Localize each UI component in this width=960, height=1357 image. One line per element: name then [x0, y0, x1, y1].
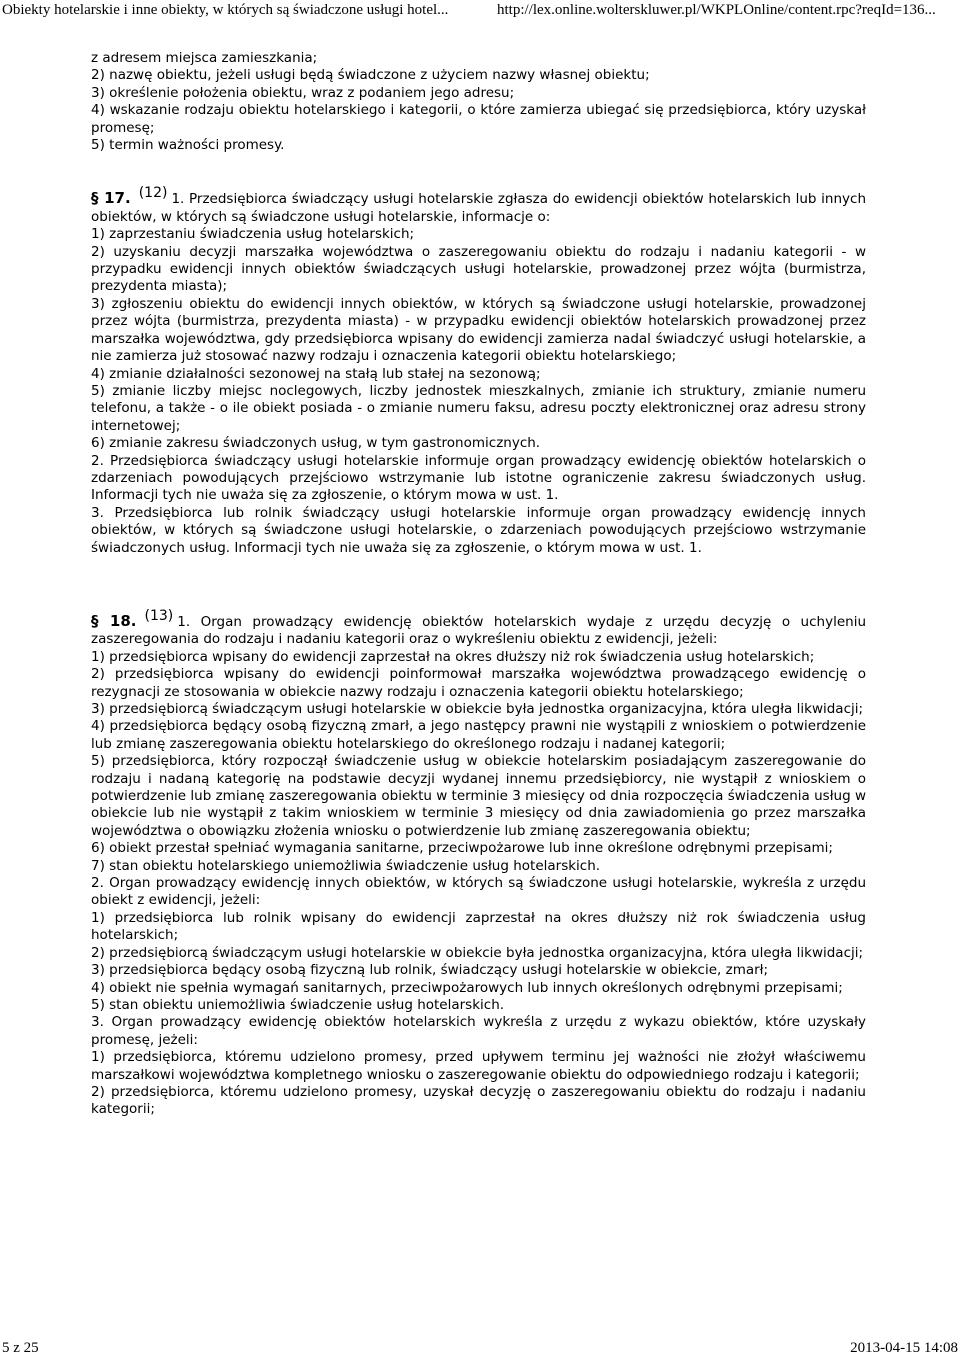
section-intro-text: 1. Przedsiębiorca świadczący usługi hotelarskie zgłasza do ewidencji obiektów hotelarskich lub innych obiektów, w których są świadczone usługi hotelarskie, informacje o: [91, 191, 867, 225]
list-item: 4) przedsiębiorca będący osobą fizyczną zmarł, a jego następcy prawni nie wystąpili z wnioskiem o potwierdzenie lub zmianę zaszeregowania obiektu hotelarskiego do określonego rodzaju i nadanej kategorii; [91, 718, 866, 752]
list-item: 1) przedsiębiorca lub rolnik wpisany do ewidencji zaprzestał na okres dłuższy niż rok świadczenia usług hotelarskich; [91, 909, 866, 944]
list-item: 5) termin ważności promesy. [91, 137, 285, 154]
print-footer [0, 1339, 960, 1357]
print-header [0, 1, 960, 19]
paragraph: 3. Organ prowadzący ewidencję obiektów hotelarskich wykreśla z urzędu z wykazu obiektów, które uzyskały promesę, jeżeli: [91, 1014, 866, 1048]
section-17-intro [91, 185, 867, 226]
list-item: 1) zaprzestaniu świadczenia usług hotelarskich; [91, 226, 415, 243]
list-item: 3) przedsiębiorcą świadczącym usługi hotelarskie w obiekcie była jednostka organizacyjna, która uległa likwidacji; [91, 701, 864, 717]
source-url[interactable]: http://lex.online.wolterskluwer.pl/WKPLOnline/content.rpc?reqId=136... [497, 2, 936, 18]
list-item: 5) przedsiębiorca, który rozpoczął świadczenie usług w obiekcie hotelarskim posiadającym zaszeregowanie do rodzaju i nadaną kategorię na podstawie decyzji wydanej innemu przedsiębiorcy, nie wystąpił z wnioskiem o potwierdzenie lub zmianę zaszeregowania obiektu w terminie 3 miesięcy od dnia rozpoczęcia świadczenia usług w obiekcie lub nie wystąpił z takim wnioskiem w terminie 3 miesięcy od dnia zawiadomienia go przez marszałka województwa o obowiązku złożenia wniosku o potwierdzenie lub zmianę zaszeregowania obiektu; [91, 753, 866, 839]
list-item: 2) przedsiębiorcą świadczącym usługi hotelarskie w obiekcie była jednostka organizacyjna, która uległa likwidacji; [91, 944, 864, 961]
list-item: 7) stan obiektu hotelarskiego uniemożliwia świadczenie usług hotelarskich. [91, 857, 601, 874]
paragraph: z adresem miejsca zamieszkania; [91, 50, 318, 66]
list-item: 4) zmianie działalności sezonowej na stałą lub stałej na sezonową; [91, 365, 541, 382]
document-title: Obiekty hotelarskie i inne obiekty, w których są świadczone usługi hotel... [2, 2, 449, 18]
section-number: § 17. [91, 189, 131, 208]
page-number: 5 z 25 [2, 1340, 39, 1356]
paragraph: 2. Organ prowadzący ewidencję innych obiektów, w których są świadczone usługi hotelarskie, wykreśla z urzędu obiekt z ewidencji, jeżeli: [91, 875, 866, 909]
list-item: 4) obiekt nie spełnia wymagań sanitarnych, przeciwpożarowych lub innych określonych odrębnymi przepisami; [91, 979, 843, 996]
list-item: 2) uzyskaniu decyzji marszałka województwa o zaszeregowaniu obiektu do rodzaju i nadaniu kategorii - w przypadku ewidencji innych obiektów świadczących usługi hotelarskie, prowadzonej przez wójta (burmistrza, prezydenta miasta); [91, 243, 866, 295]
list-item: 5) zmianie liczby miejsc noclegowych, liczby jednostek mieszkalnych, zmianie ich struktury, zmianie numeru telefonu, a także - o ile obiekt posiada - o zmianie numeru faksu, adresu poczty elektronicznej oraz adresu strony internetowej; [91, 382, 866, 434]
paragraph: 3. Przedsiębiorca lub rolnik świadczący usługi hotelarskie informuje organ prowadzący ewidencję innych obiektów, w których są świadczone usługi hotelarskie, o zdarzeniach powodujących przejściowo wstrzymanie świadczonych usług. Informacji tych nie uważa się za zgłoszenie, o którym mowa w ust. 1. [91, 504, 866, 556]
document-body [91, 50, 866, 1119]
list-item: 6) zmianie zakresu świadczonych usług, w tym gastronomicznych. [91, 435, 541, 452]
section-number: § 18. [91, 611, 137, 630]
list-item: 2) nazwę obiektu, jeżeli usługi będą świadczone z użyciem nazwy własnej obiektu; [91, 67, 650, 84]
list-item: 6) obiekt przestał spełniać wymagania sanitarne, przeciwpożarowe lub inne określone odrębnymi przepisami; [91, 840, 833, 857]
list-item: 3) określenie położenia obiektu, wraz z podaniem jego adresu; [91, 84, 515, 101]
list-item: 3) przedsiębiorca będący osobą fizyczną lub rolnik, świadczący usługi hotelarskie w obiekcie, zmarł; [91, 962, 769, 979]
section-18-intro [91, 607, 866, 649]
list-item: 5) stan obiektu uniemożliwia świadczenie usług hotelarskich. [91, 996, 505, 1013]
amendment-ref: (13) [144, 607, 174, 624]
paragraph: 2. Przedsiębiorca świadczący usługi hotelarskie informuje organ prowadzący ewidencję obiektów hotelarskich o zdarzeniach powodujących przejściowo wstrzymanie lub istotne ograniczenie zakresu świadczonych usług. Informacji tych nie uważa się za zgłoszenie, o którym mowa w ust. 1. [91, 452, 866, 504]
amendment-ref: (12) [138, 185, 168, 202]
section-intro-text: 1. Organ prowadzący ewidencję obiektów hotelarskich wydaje z urzędu decyzję o uchyleniu zaszeregowania do rodzaju i nadaniu kategorii oraz o wykreśleniu obiektu z ewidencji, jeżeli: [91, 613, 866, 648]
list-item: 2) przedsiębiorca wpisany do ewidencji poinformował marszałka województwa prowadzącego ewidencję o rezygnacji ze stosowania w obiekcie nazwy rodzaju i oznaczenia kategorii obiektu hotelarskiego; [91, 666, 866, 700]
list-item: 1) przedsiębiorca wpisany do ewidencji zaprzestał na okres dłuższy niż rok świadczenia usług hotelarskich; [91, 648, 815, 665]
print-datetime: 2013-04-15 14:08 [850, 1340, 958, 1356]
list-item: 2) przedsiębiorca, któremu udzielono promesy, uzyskał decyzję o zaszeregowaniu obiektu do rodzaju i nadaniu kategorii; [91, 1083, 866, 1118]
list-item: 3) zgłoszeniu obiektu do ewidencji innych obiektów, w których są świadczone usługi hotelarskie, prowadzonej przez wójta (burmistrza, prezydenta miasta) - w przypadku ewidencji obiektów hotelarskich prowadzonej przez marszałka województwa, gdy przedsiębiorca wpisany do ewidencji zamierza nadal świadczyć usługi hotelarskie, a nie zamierza już stosować nazwy rodzaju i oznaczenia kategorii obiektu hotelarskiego; [91, 295, 866, 365]
list-item: 1) przedsiębiorca, któremu udzielono promesy, przed upływem terminu jej ważności nie złożył właściwemu marszałkowi województwa kompletnego wniosku o zaszeregowanie obiektu do odpowiedniego rodzaju i kategorii; [91, 1049, 866, 1083]
list-item: 4) wskazanie rodzaju obiektu hotelarskiego i kategorii, o które zamierza ubiegać się przedsiębiorca, który uzyskał promesę; [91, 102, 866, 136]
